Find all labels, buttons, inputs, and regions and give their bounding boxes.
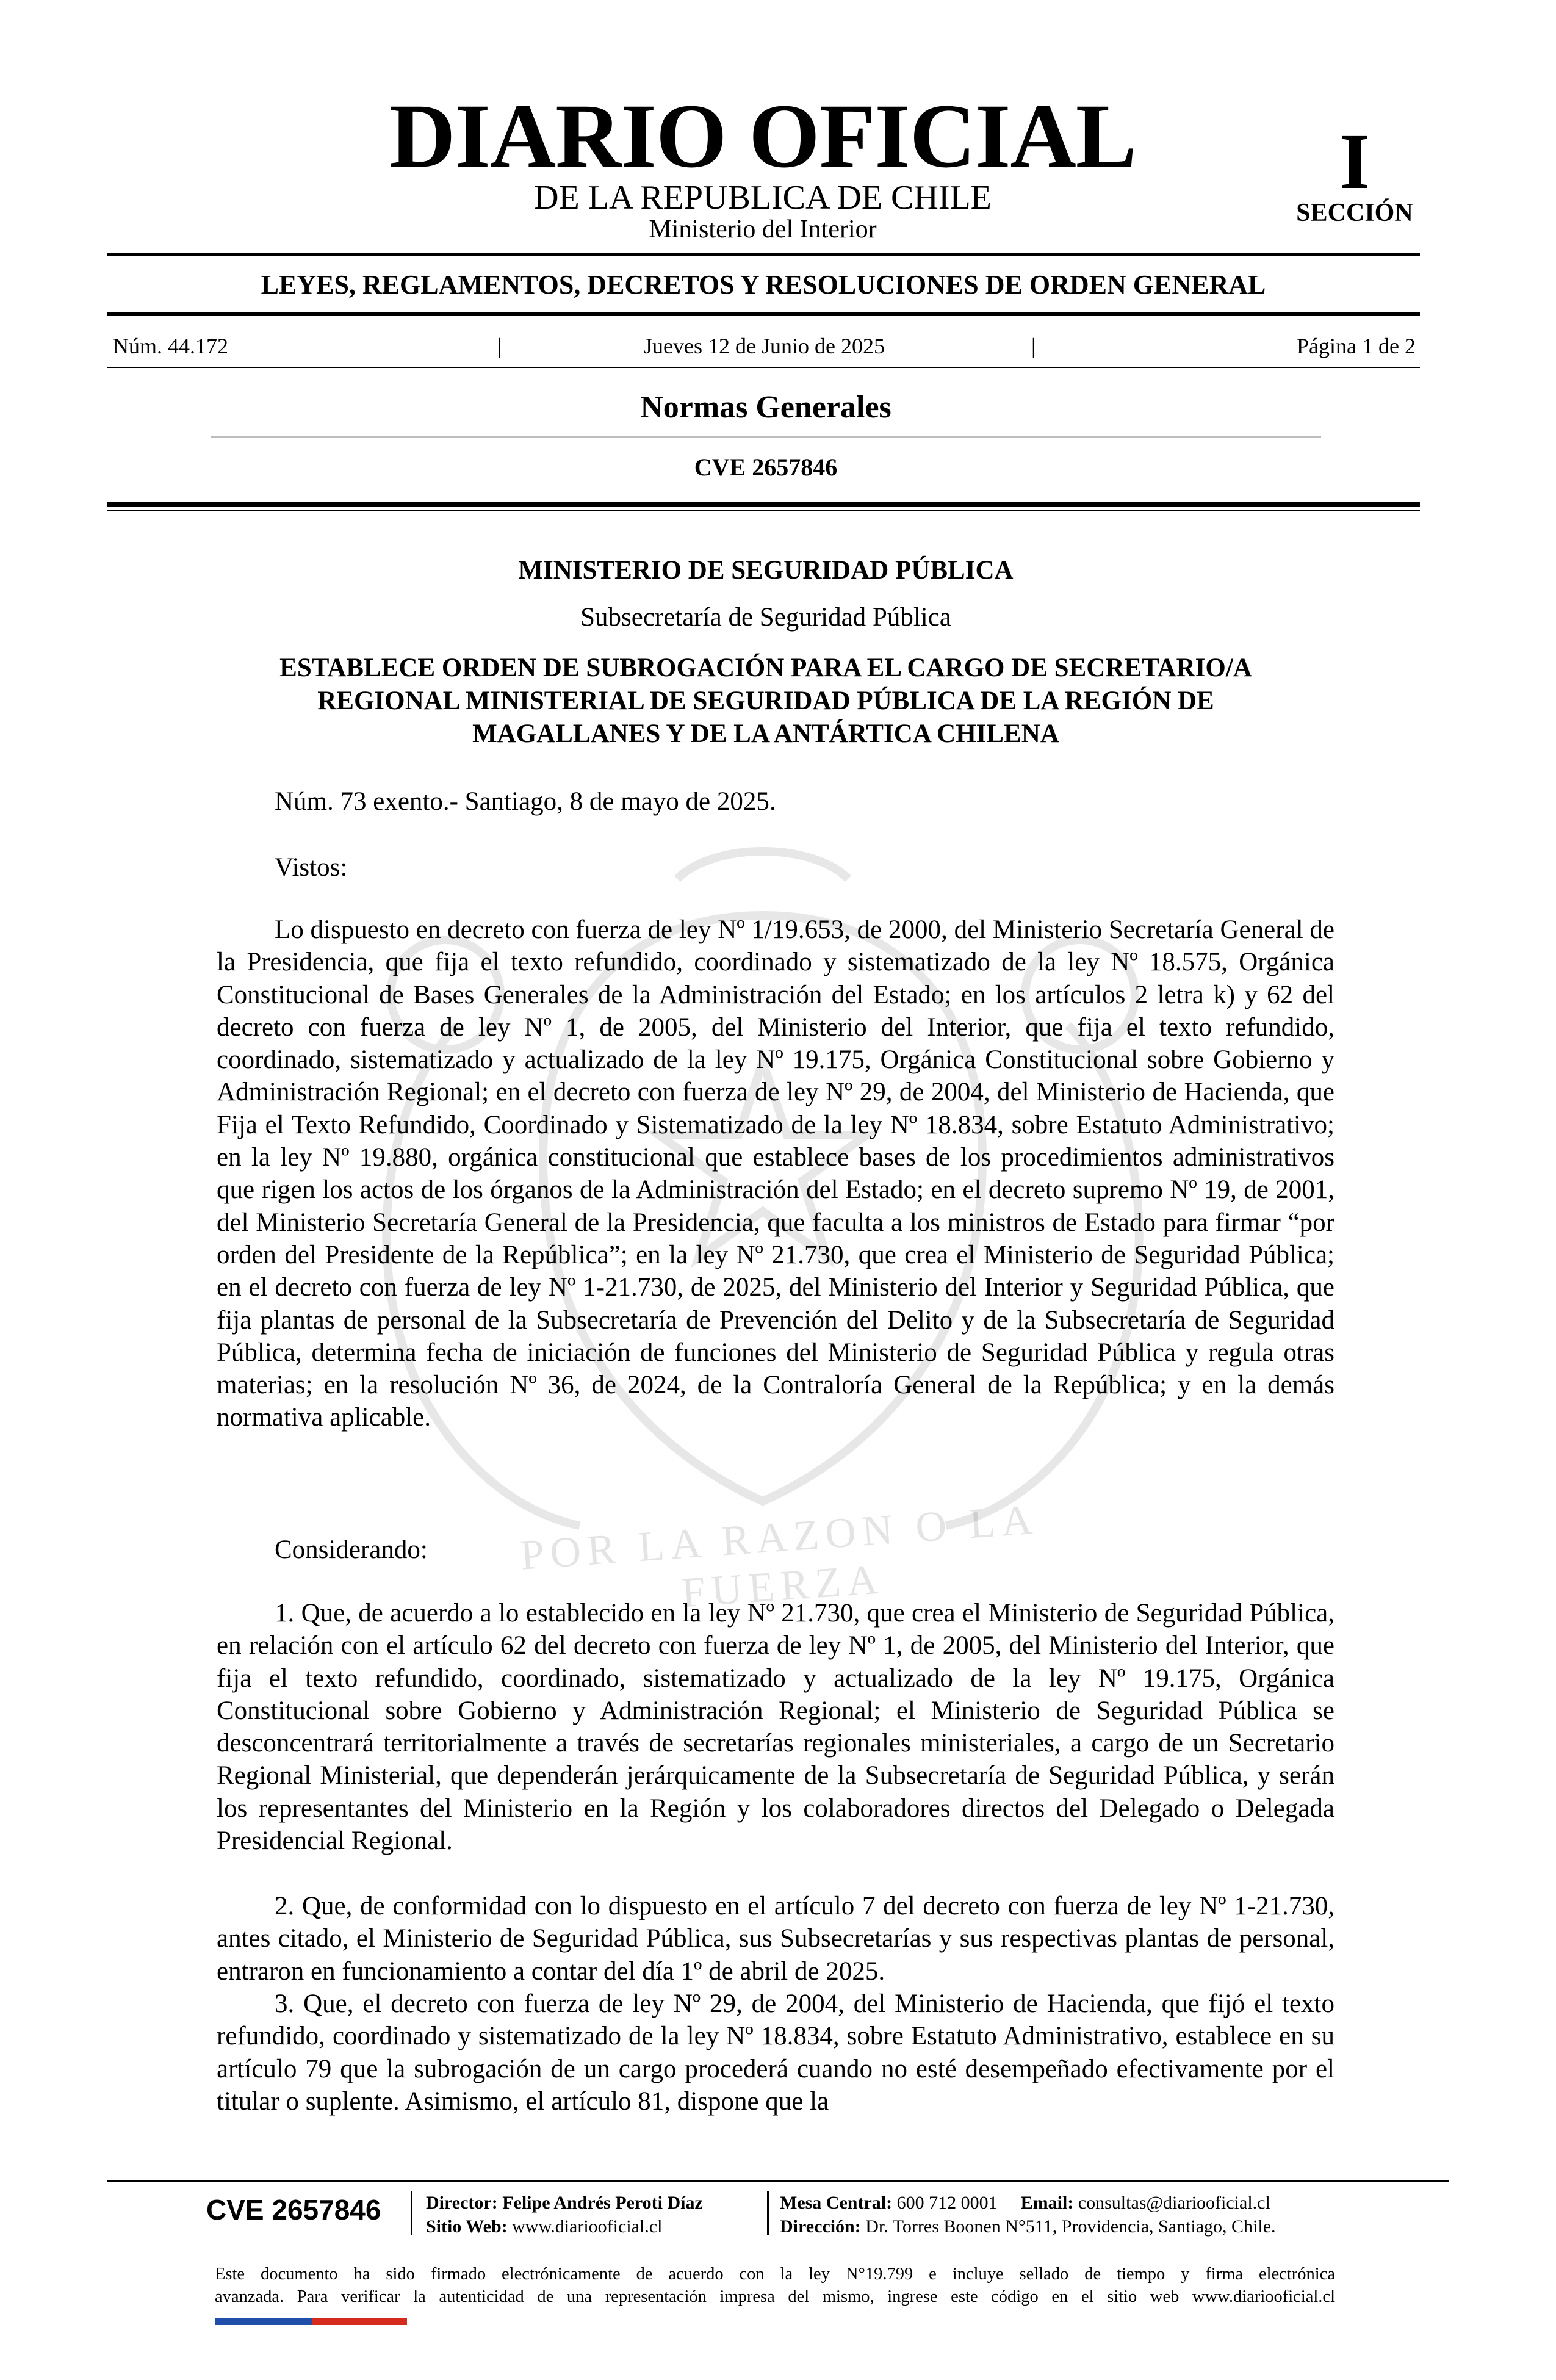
document-title-line: ESTABLECE ORDEN DE SUBROGACIÓN PARA EL CARGO DE SECRETARIO/A bbox=[279, 654, 1252, 682]
category-divider bbox=[107, 312, 1420, 316]
issue-date: Jueves 12 de Junio de 2025 bbox=[644, 334, 885, 358]
masthead-subtitle: DE LA REPUBLICA DE CHILE bbox=[534, 179, 992, 217]
document-title bbox=[0, 652, 1532, 751]
director-label: Director: bbox=[426, 2193, 498, 2213]
mesa-phone: 600 712 0001 bbox=[896, 2193, 998, 2213]
section-heading: Normas Generales bbox=[640, 390, 891, 425]
section-number: I bbox=[1339, 118, 1371, 206]
page-counter: Página 1 de 2 bbox=[1297, 334, 1416, 358]
footer-cve-code: CVE 2657846 bbox=[206, 2194, 381, 2226]
decree-number-line: Núm. 73 exento.- Santiago, 8 de mayo de 2025. bbox=[275, 787, 776, 816]
email-label: Email: bbox=[1020, 2193, 1074, 2213]
mesa-label: Mesa Central: bbox=[780, 2193, 893, 2213]
ministry-heading: MINISTERIO DE SEGURIDAD PÚBLICA bbox=[518, 556, 1014, 585]
watermark-motto: POR LA RAZON O LA FUERZA bbox=[519, 1496, 1040, 1617]
footer-separator bbox=[767, 2191, 769, 2235]
considerando-text: 1. Que, de acuerdo a lo establecido en la ley Nº 21.730, que crea el Ministerio de Seguridad Pública, en relación con el artículo 62 del decreto con fuerza de ley Nº 1, de 2005, del Ministerio del Interior, que fija el texto refundido, coordinado, sistematizado y actualizado de la ley Nº 19.175, Orgánica Constitucional sobre Gobierno y Administración Regional; el Ministerio de Seguridad Pública se desconcentrará territorialmente a través de secretarías regionales ministeriales, a cargo de un Secretario Regional Ministerial, que dependerán jerárquicamente de la Subsecretaría de Seguridad Pública, y serán los representantes del Ministerio en la Región y los colaboradores directos del Delegado o Delegada Presidencial Regional. bbox=[217, 1599, 1334, 1856]
considerando-item bbox=[217, 1597, 1334, 1857]
flag-stripe-red bbox=[312, 2318, 407, 2325]
header-bottom-rule-thin bbox=[107, 510, 1420, 511]
signature-notice-line: avanzada. Para verificar la autenticidad de una representación impresa del mismo, ingrese este código en el sitio web www.diariooficial.cl bbox=[215, 2287, 1335, 2306]
address-label: Dirección: bbox=[780, 2216, 861, 2237]
considerando-item bbox=[217, 1988, 1334, 2118]
section-divider bbox=[211, 436, 1321, 438]
director-name: Felipe Andrés Peroti Díaz bbox=[502, 2193, 703, 2213]
vistos-paragraph bbox=[217, 914, 1334, 1434]
web-label: Sitio Web: bbox=[426, 2216, 508, 2237]
meta-divider bbox=[107, 367, 1420, 368]
signature-notice bbox=[215, 2263, 1335, 2308]
vistos-label: Vistos: bbox=[275, 853, 348, 882]
document-title-line: REGIONAL MINISTERIAL DE SEGURIDAD PÚBLICA DE LA REGIÓN DE bbox=[317, 687, 1214, 715]
footer-director-block bbox=[426, 2191, 703, 2238]
website-link[interactable]: www.diariooficial.cl bbox=[512, 2216, 663, 2237]
section-label: SECCIÓN bbox=[1296, 199, 1413, 227]
meta-separator: | bbox=[497, 334, 502, 358]
document-title-line: MAGALLANES Y DE LA ANTÁRTICA CHILENA bbox=[472, 719, 1059, 748]
issue-number: Núm. 44.172 bbox=[113, 334, 228, 358]
issue-meta-row bbox=[113, 333, 1416, 359]
footer-rule bbox=[107, 2180, 1449, 2182]
footer-contact-block bbox=[780, 2191, 1276, 2238]
masthead-divider bbox=[107, 253, 1420, 256]
category-heading: LEYES, REGLAMENTOS, DECRETOS Y RESOLUCIONES DE ORDEN GENERAL bbox=[261, 270, 1266, 300]
masthead-ministry: Ministerio del Interior bbox=[649, 215, 877, 243]
masthead-title: DIARIO OFICIAL bbox=[389, 85, 1136, 187]
considerando-text: 2. Que, de conformidad con lo dispuesto en el artículo 7 del decreto con fuerza de ley Nº 1-21.730, antes citado, el Ministerio de Seguridad Pública, sus Subsecretarías y sus respectivas plantas de personal, entraron en funcionamiento a contar del día 1º de abril de 2025. bbox=[217, 1892, 1334, 1986]
flag-stripe-blue bbox=[215, 2318, 312, 2325]
signature-notice-line: Este documento ha sido firmado electrónicamente de acuerdo con la ley N°19.799 e incluye sellado de tiempo y firma electrónica bbox=[215, 2265, 1335, 2284]
email-link[interactable]: consultas@diariooficial.cl bbox=[1078, 2193, 1270, 2213]
meta-separator: | bbox=[1031, 334, 1036, 358]
address-text: Dr. Torres Boonen N°511, Providencia, Santiago, Chile. bbox=[865, 2216, 1276, 2237]
considerando-item bbox=[217, 1890, 1334, 1988]
subsecretaria-heading: Subsecretaría de Seguridad Pública bbox=[580, 603, 951, 632]
cve-code: CVE 2657846 bbox=[694, 453, 838, 481]
footer-separator bbox=[411, 2191, 412, 2235]
considerando-text: 3. Que, el decreto con fuerza de ley Nº 29, de 2004, del Ministerio de Hacienda, que fijó el texto refundido, coordinado y sistematizado de la ley Nº 18.834, sobre Estatuto Administrativo, establece en su artículo 79 que la subrogación de un cargo procederá cuando no esté desempeñado efectivamente por el titular o suplente. Asimismo, el artículo 81, dispone que la bbox=[217, 1989, 1334, 2116]
header-bottom-rule bbox=[107, 502, 1420, 507]
considerando-label: Considerando: bbox=[275, 1535, 428, 1564]
vistos-text: Lo dispuesto en decreto con fuerza de ley Nº 1/19.653, de 2000, del Ministerio Secretaría General de la Presidencia, que fija el texto refundido, coordinado y sistematizado de la ley Nº 18.575, Orgánica Constitucional de Bases Generales de la Administración del Estado; en los artículos 2 letra k) y 62 del decreto con fuerza de ley Nº 1, de 2005, del Ministerio del Interior, que fija el texto refundido, coordinado, sistematizado y actualizado de la ley Nº 19.175, Orgánica Constitucional sobre Gobierno y Administración Regional; en el decreto con fuerza de ley Nº 29, de 2004, del Ministerio de Hacienda, que Fija el Texto Refundido, Coordinado y Sistematizado de la ley Nº 18.834, sobre Estatuto Administrativo; en la ley Nº 19.880, orgánica constitucional que establece bases de los procedimientos administrativos que rigen los actos de los órganos de la Administración del Estado; en el decreto supremo Nº 19, de 2001, del Ministerio Secretaría General de la Presidencia, que faculta a los ministros de Estado para firmar “por orden del Presidente de la República”; en la ley Nº 21.730, que crea el Ministerio de Seguridad Pública; en el decreto con fuerza de ley Nº 1-21.730, de 2025, del Ministerio del Interior y Seguridad Pública, que fija plantas de personal de la Subsecretaría de Prevención del Delito y de la Subsecretaría de Seguridad Pública, determina fecha de iniciación de funciones del Ministerio de Seguridad Pública y regula otras materias; en la resolución Nº 36, de 2024, de la Contraloría General de la República; y en la demás normativa aplicable. bbox=[217, 915, 1334, 1432]
